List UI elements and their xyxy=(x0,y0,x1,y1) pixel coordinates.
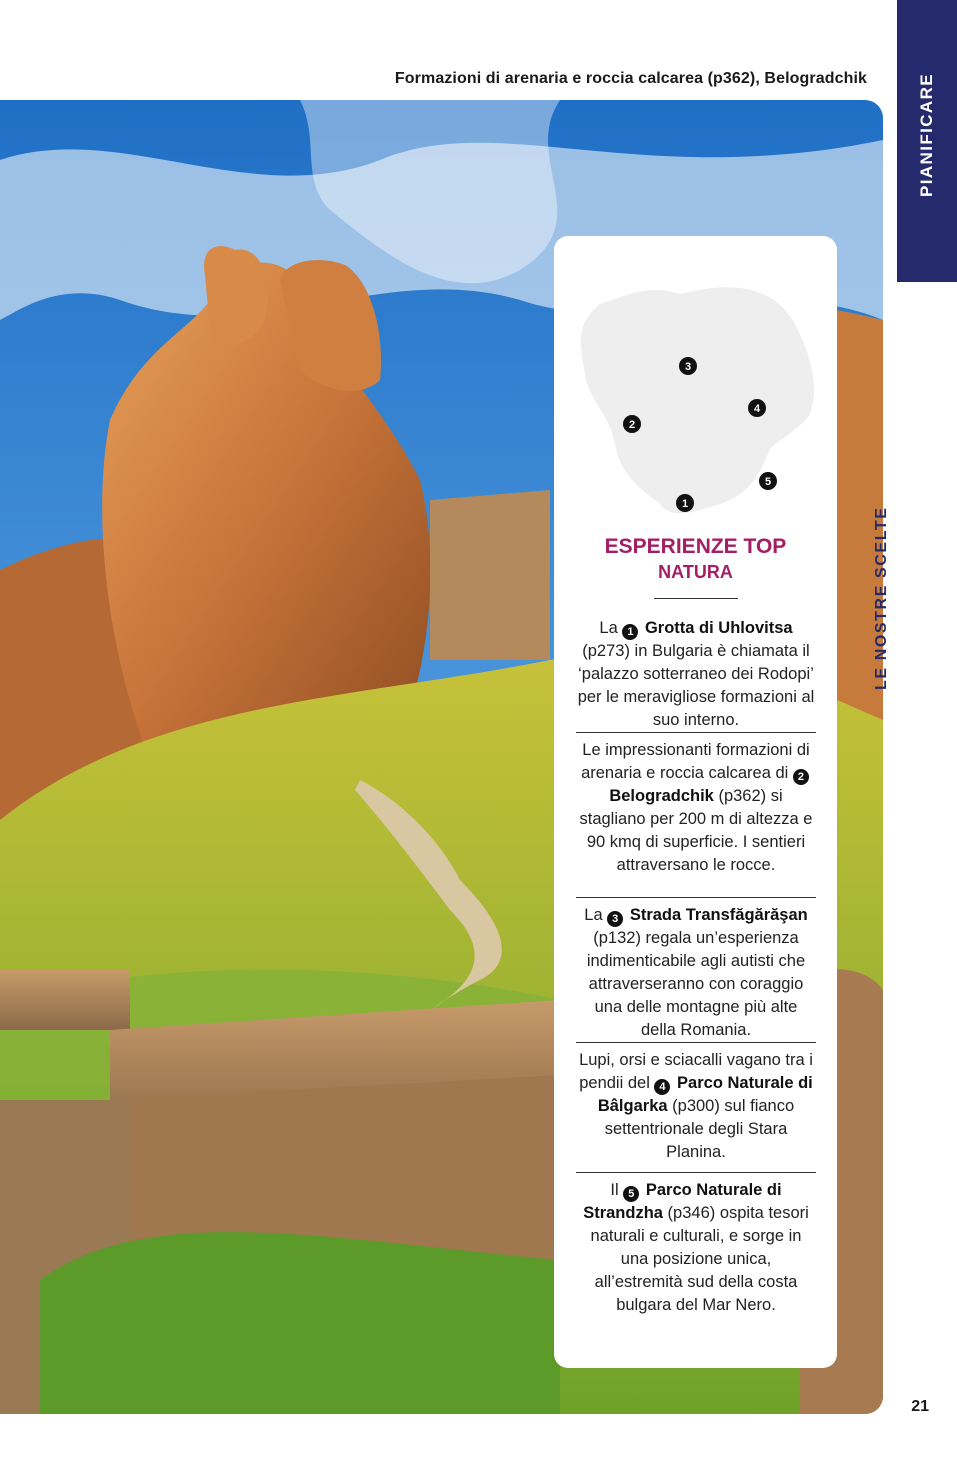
map-marker-3-label: 3 xyxy=(684,361,692,373)
map-marker-2-label: 2 xyxy=(628,419,636,431)
experience-entry-1 xyxy=(576,611,816,733)
experience-entry-5 xyxy=(576,1173,816,1329)
entry-place-name: Parco Naturale di Strandzha xyxy=(583,1181,782,1222)
page-number: 21 xyxy=(911,1398,929,1415)
experience-list xyxy=(576,611,816,1329)
entry-text: (p362) si stagliano per 200 m di altezza e 90 kmq di superficie. I sentieri attraversano le rocce. xyxy=(579,787,813,874)
photo-caption: Formazioni di arenaria e roccia calcarea (p362), Belogradchik xyxy=(394,70,867,87)
map-marker-4-label: 4 xyxy=(753,403,761,415)
map-marker-5-label: 5 xyxy=(764,476,772,488)
experience-entry-3 xyxy=(576,898,816,1043)
heading-title: ESPERIENZE TOP xyxy=(604,535,787,558)
entry-place-name: Parco Naturale di Bâlgarka xyxy=(597,1074,813,1115)
section-label-text: LE NOSTRE SCELTE xyxy=(873,506,890,690)
entry-intro: Il xyxy=(610,1181,619,1199)
section-label xyxy=(862,490,902,690)
entry-number-badge: 5 xyxy=(623,1186,639,1202)
side-tab-label: PIANIFICARE xyxy=(917,72,936,198)
entry-text: (p300) sul fianco settentrionale degli Stara Planina. xyxy=(604,1097,795,1161)
experience-entry-4 xyxy=(576,1043,816,1173)
entry-number-badge: 3 xyxy=(607,911,623,927)
entry-number-badge: 1 xyxy=(622,624,638,640)
entry-intro: La xyxy=(599,619,618,637)
entry-number-badge: 4 xyxy=(654,1079,670,1095)
map-bulgaria-romania xyxy=(570,264,820,524)
entry-place-name: Grotta di Uhlovitsa xyxy=(644,619,793,637)
entry-text: (p346) ospita tesori naturali e culturali, e sorge in una posizione unica, all’estremità sud della costa bulgara del Mar Nero. xyxy=(590,1204,809,1314)
entry-place-name: Belogradchik xyxy=(609,787,714,805)
entry-intro: La xyxy=(584,906,603,924)
entry-intro: Le impressionanti formazioni di arenaria e roccia calcarea di xyxy=(581,741,810,782)
map-marker-1-label: 1 xyxy=(681,498,689,510)
top-experiences-panel xyxy=(554,236,837,1368)
heading-subtitle: NATURA xyxy=(658,562,733,582)
panel-heading xyxy=(554,534,837,599)
heading-divider xyxy=(654,598,738,599)
entry-intro: Lupi, orsi e sciacalli vagano tra i pendii del xyxy=(579,1051,813,1092)
entry-place-name: Strada Transfăgărăşan xyxy=(629,906,808,924)
entry-number-badge: 2 xyxy=(793,769,809,785)
entry-text: (p273) in Bulgaria è chiamata il ‘palazzo sotterraneo dei Rodopi’ per le meravigliose formazioni al suo interno. xyxy=(577,642,815,729)
entry-text: (p132) regala un’esperienza indimenticabile agli autisti che attraverseranno con coraggio una delle montagne più alte della Romania. xyxy=(586,929,806,1039)
experience-entry-2 xyxy=(576,733,816,898)
